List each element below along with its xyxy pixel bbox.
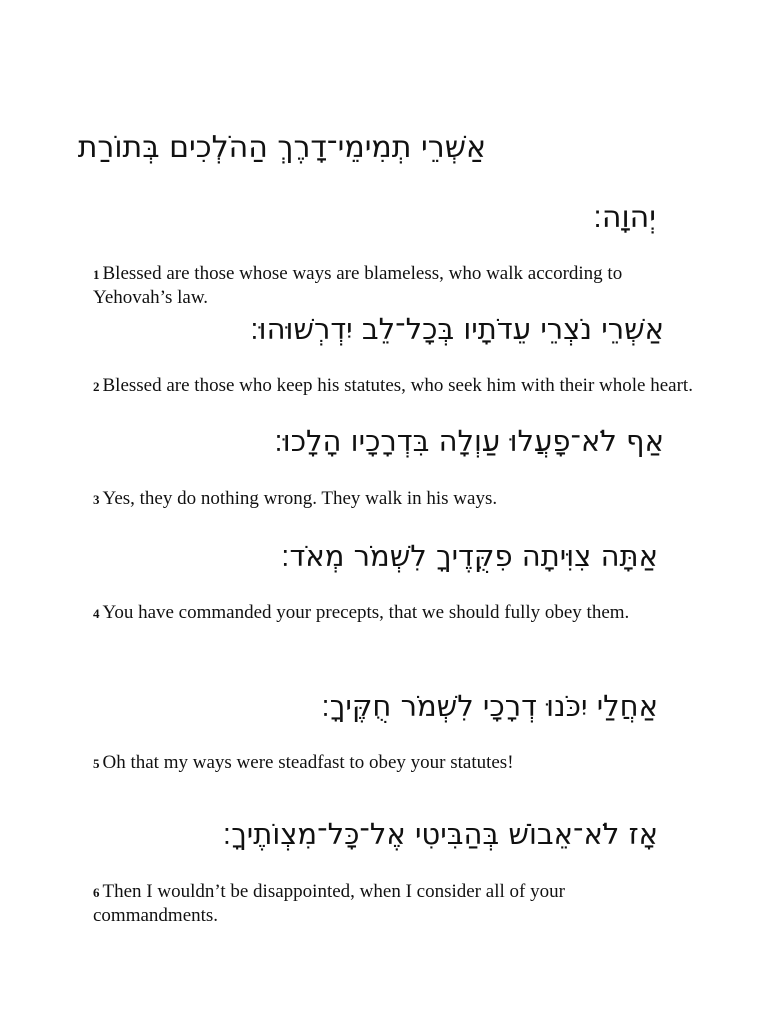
- verse-number: 6: [93, 885, 100, 900]
- verse-4-hebrew: אַחֲלַי יִכֹּנוּ דְרָכָי לִשְׁמֹר חֻקֶּיךָ׃: [321, 689, 658, 723]
- verse-2-english: [93, 374, 693, 398]
- verse-4-english: [93, 601, 693, 625]
- verse-number: 1: [93, 267, 100, 282]
- verse-6-english: [93, 880, 693, 927]
- verse-number: 2: [93, 379, 100, 394]
- verse-text: Yes, they do nothing wrong. They walk in his ways.: [102, 488, 498, 509]
- hebrew-title-line-2: יְהוָה׃: [593, 200, 656, 235]
- verse-3-english: [93, 487, 693, 511]
- verse-text: You have commanded your precepts, that we should fully obey them.: [102, 602, 630, 623]
- verse-text: Blessed are those whose ways are blameless, who walk according to Yehovah’s law.: [93, 263, 623, 308]
- verse-5-english: [93, 751, 693, 775]
- verse-text: Then I wouldn’t be disappointed, when I consider all of your commandments.: [93, 881, 565, 926]
- verse-5-hebrew: אָז לֹא־אֵבוֹשׁ בְּהַבִּיטִי אֶל־כָּל־מִצְוֹתֶיךָ׃: [222, 817, 658, 851]
- verse-1-hebrew: אַשְׁרֵי נֹצְרֵי עֵדֹתָיו בְּכָל־לֵב יִדְרְשׁוּהוּ׃: [250, 312, 664, 346]
- verse-2-hebrew: אַף לֹא־פָעֲלוּ עַוְלָה בִּדְרָכָיו הָלָכוּ׃: [274, 424, 664, 458]
- verse-number: 5: [93, 756, 100, 771]
- verse-number: 4: [93, 606, 100, 621]
- verse-text: Oh that my ways were steadfast to obey your statutes!: [102, 752, 514, 773]
- verse-text: Blessed are those who keep his statutes, who seek him with their whole heart.: [102, 375, 693, 396]
- verse-3-hebrew: אַתָּה צִוִּיתָה פִקֻּדֶיךָ לִשְׁמֹר מְאֹד׃: [281, 539, 658, 573]
- verse-1-english: [93, 262, 693, 309]
- hebrew-title-line-1: אַשְׁרֵי תְמִימֵי־דָרֶךְ הַהֹלְכִים בְּתוֹרַת: [77, 130, 486, 165]
- verse-number: 3: [93, 492, 100, 507]
